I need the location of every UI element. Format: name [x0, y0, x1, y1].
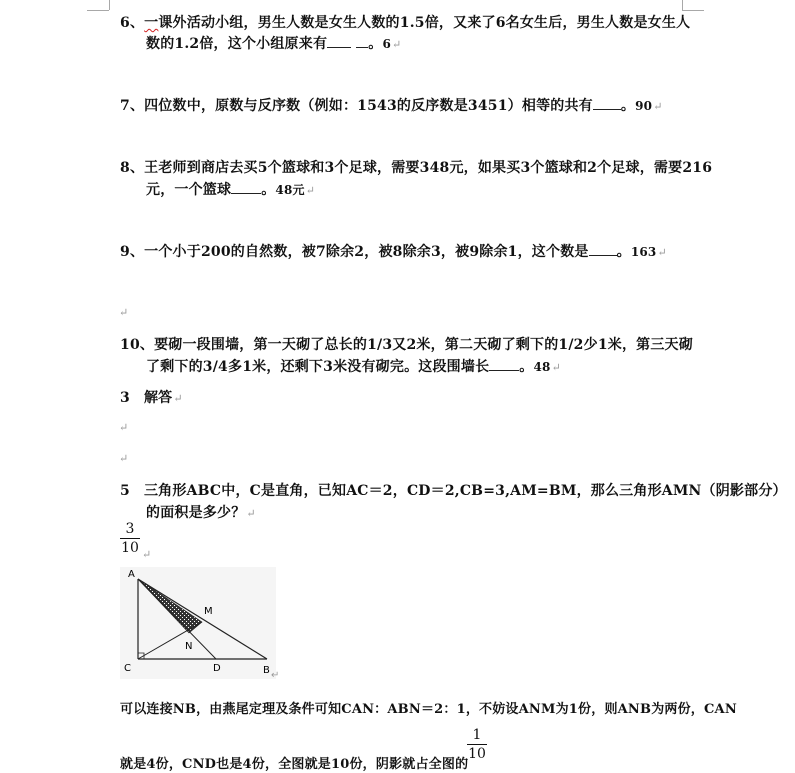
question-9-answer: 163 — [630, 245, 657, 259]
fraction-denominator: 10 — [121, 540, 139, 556]
fraction-numerator: 3 — [125, 521, 135, 537]
question-7-answer: 90 — [635, 99, 653, 113]
paragraph-mark: ↵ — [173, 392, 183, 405]
page-corner-mark-left-v — [109, 0, 110, 10]
page-corner-mark-right — [682, 10, 704, 11]
paragraph-mark: ↵ — [305, 184, 316, 197]
fraction-bar — [467, 744, 487, 745]
question-7: 7、四位数中，原数与反序数（例如：1543的反序数是3451）相等的共有 。90↵ — [120, 98, 663, 114]
solution-line-1: 可以连接NB，由燕尾定理及条件可知CAN：ABN＝2：1，不妨设ANM为1份，则ANB为两份，CAN — [120, 702, 737, 717]
problem-5-line-1: 5 三角形ABC中，C是直角，已知AC＝2，CD＝2,CB=3,AM=BM，那么三角形AMN（阴影部分） — [120, 483, 787, 499]
question-6-line-1 — [120, 12, 690, 32]
answer-blank — [593, 97, 621, 110]
empty-paragraph: ↵ — [119, 306, 129, 319]
question-10-line-2: 了剩下的3/4多1米，还剩下3米没有砌完。这段围墙长 。48↵ — [146, 359, 562, 375]
question-10-line-1: 10、要砌一段围墙，第一天砌了总长的1/3又2米，第二天砌了剩下的1/2少1米，第三天砌 — [120, 337, 693, 353]
page-corner-mark-left — [87, 10, 109, 11]
question-9: 9、一个小于200的自然数，被7除余2，被8除余3，被9除余1，这个数是 。163↵ — [120, 244, 667, 260]
paragraph-mark: ↵ — [657, 246, 667, 259]
paragraph-mark: ↵ — [246, 507, 256, 520]
answer-blank — [589, 243, 617, 256]
label-d: D — [213, 663, 221, 674]
section-title: 解答 — [143, 390, 173, 406]
question-6-answer: 6 — [382, 37, 391, 51]
empty-paragraph: ↵ — [119, 421, 129, 434]
empty-paragraph: ↵ — [119, 452, 129, 465]
answer-blank — [231, 181, 261, 194]
label-a: A — [128, 569, 135, 580]
solution-fraction — [467, 727, 487, 762]
question-10-answer: 48 — [533, 360, 551, 374]
answer-fraction — [120, 521, 140, 556]
spelling-mark: 一 — [144, 15, 159, 31]
label-m: M — [204, 606, 213, 617]
question-6-line-2: 数的1.2倍，这个小组原来有 。6↵ — [146, 36, 402, 52]
problem-5-line-2: 的面积是多少？↵ — [146, 505, 256, 521]
problem-number: 5 — [120, 483, 130, 499]
question-8-line-1: 8、王老师到商店去买5个篮球和3个足球，需要348元，如果买3个篮球和2个足球，需要216 — [120, 160, 713, 176]
solution-line-2: 就是4份，CND也是4份，全图就是10份，阴影就占全图的 — [120, 757, 469, 772]
fraction-denominator: 10 — [468, 746, 486, 762]
paragraph-mark: ↵ — [653, 100, 663, 113]
answer-blank — [489, 358, 519, 371]
page-corner-mark-right-v — [682, 0, 683, 10]
question-8-answer: 48元 — [275, 183, 305, 197]
triangle-figure — [120, 567, 280, 685]
section-3-heading — [120, 387, 183, 407]
answer-blank — [327, 35, 351, 48]
answer-blank — [356, 35, 368, 48]
question-8-line-2: 元，一个篮球 。48元↵ — [146, 182, 316, 198]
paragraph-mark: ↵ — [142, 548, 152, 561]
label-b: B — [263, 665, 270, 676]
label-c: C — [124, 663, 131, 674]
question-6-number: 6、 — [120, 15, 145, 31]
paragraph-mark: ↵ — [271, 670, 280, 681]
fraction-numerator: 1 — [472, 727, 482, 743]
fraction-bar — [120, 538, 140, 539]
section-number: 3 — [120, 390, 130, 406]
label-n: N — [185, 641, 193, 652]
paragraph-mark: ↵ — [551, 361, 562, 374]
question-6-text: 课外活动小组，男生人数是女生人数的1.5倍，又来了6名女生后，男生人数是女生人 — [158, 15, 691, 31]
paragraph-mark: ↵ — [392, 38, 402, 51]
